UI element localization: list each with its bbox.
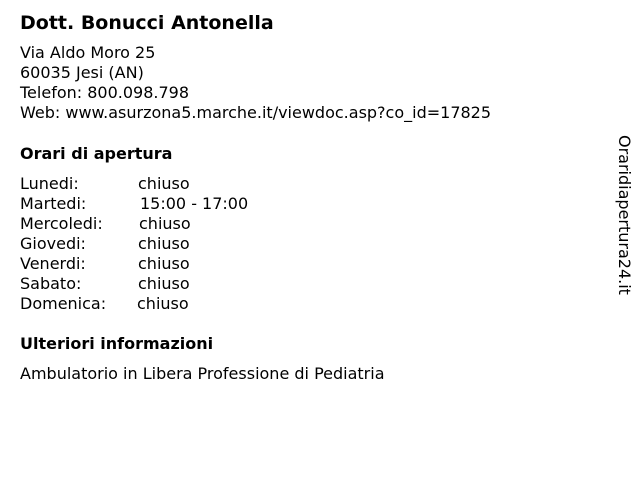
street-address: Via Aldo Moro 25 bbox=[20, 43, 156, 62]
day-hours: chiuso bbox=[138, 274, 190, 293]
day-hours: chiuso bbox=[139, 214, 191, 233]
day-label: Venerdi: bbox=[20, 254, 86, 273]
more-info-text: Ambulatorio in Libera Professione di Pediatria bbox=[20, 364, 385, 383]
day-hours: chiuso bbox=[138, 174, 190, 193]
day-label: Lunedi: bbox=[20, 174, 79, 193]
day-hours: chiuso bbox=[137, 294, 189, 313]
site-watermark: Oraridiapertura24.it bbox=[615, 135, 634, 295]
opening-hours-heading: Orari di apertura bbox=[20, 144, 173, 163]
day-label: Domenica: bbox=[20, 294, 107, 313]
more-info-heading: Ulteriori informazioni bbox=[20, 334, 214, 353]
day-hours: 15:00 - 17:00 bbox=[140, 194, 249, 213]
city-address: 60035 Jesi (AN) bbox=[20, 63, 144, 82]
day-label: Giovedi: bbox=[20, 234, 86, 253]
day-label: Mercoledi: bbox=[20, 214, 103, 233]
day-hours: chiuso bbox=[138, 254, 190, 273]
day-hours: chiuso bbox=[138, 234, 190, 253]
address-block bbox=[20, 43, 491, 123]
website: Web: www.asurzona5.marche.it/viewdoc.asp?co_id=17825 bbox=[20, 103, 492, 122]
page-title: Dott. Bonucci Antonella bbox=[20, 12, 274, 34]
phone-number: Telefon: 800.098.798 bbox=[20, 83, 190, 102]
day-label: Sabato: bbox=[20, 274, 82, 293]
day-label: Martedi: bbox=[20, 194, 87, 213]
